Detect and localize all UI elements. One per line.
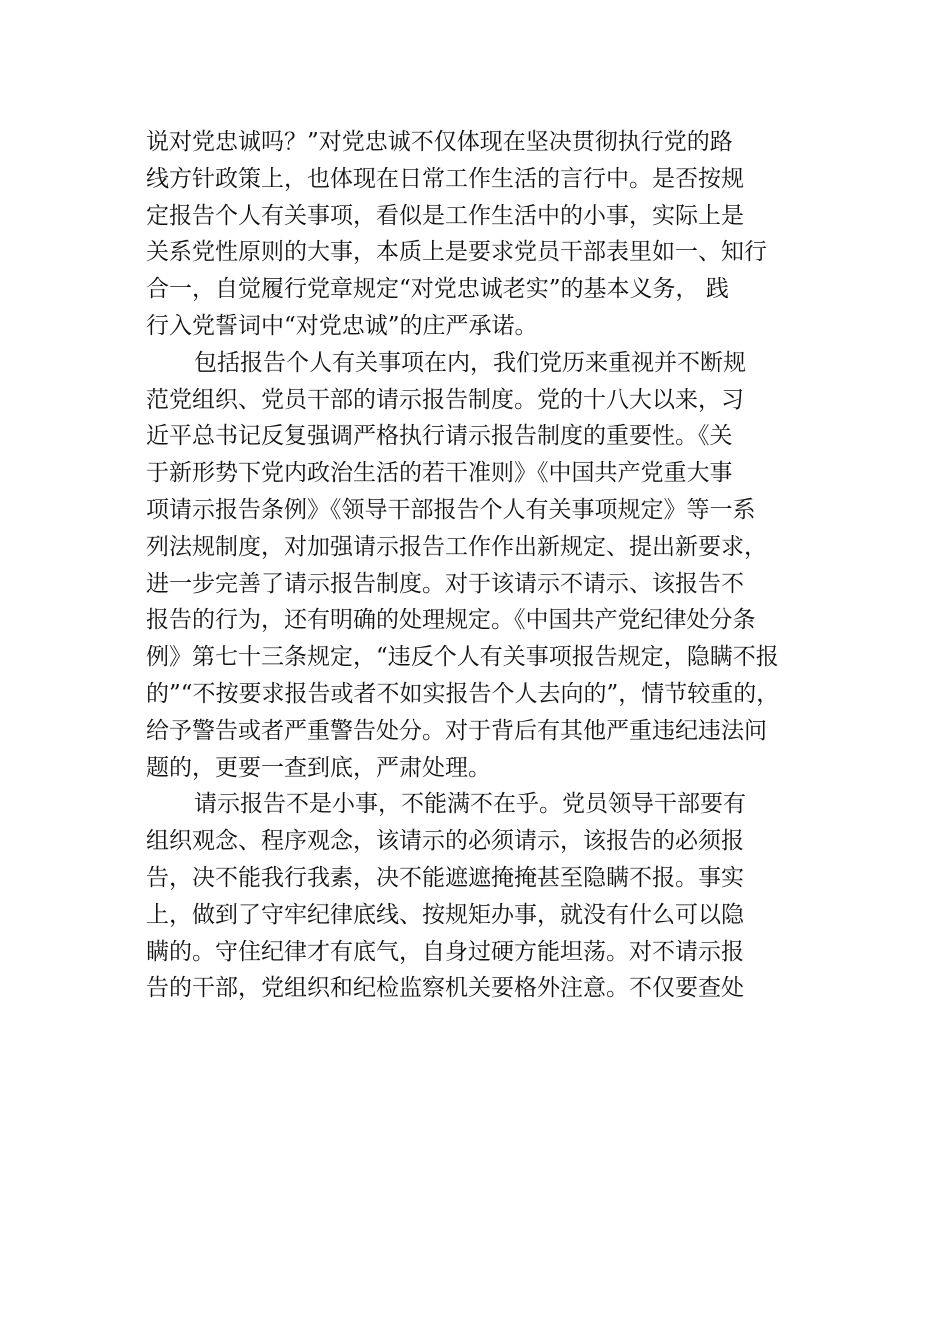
text-line: 告的干部，党组织和纪检监察机关要格外注意。不仅要查处	[146, 975, 744, 1002]
text-line: 关系党性原则的大事，本质上是要求党员干部表里如一、知行	[146, 239, 767, 266]
text-line: 项请示报告条例》《领导干部报告个人有关事项规定》等一系	[146, 496, 756, 523]
text-line: 定报告个人有关事项，看似是工作生活中的小事，实际上是	[146, 202, 744, 229]
text-line: 于新形势下党内政治生活的若干准则》《中国共产党重大事	[146, 460, 733, 487]
text-line: 范党组织、党员干部的请示报告制度。党的十八大以来，习	[146, 386, 744, 413]
paragraph-2	[146, 345, 818, 787]
paragraph-1	[146, 124, 818, 345]
text-line: 例》第七十三条规定，“违反个人有关事项报告规定，隐瞒不报	[146, 644, 779, 671]
text-line: 瞒的。守住纪律才有底气，自身过硬方能坦荡。对不请示报	[146, 938, 744, 965]
text-line: 上，做到了守牢纪律底线、按规矩办事，就没有什么可以隐	[146, 901, 744, 928]
text-line: 包括报告个人有关事项在内，我们党历来重视并不断规	[194, 349, 746, 376]
text-line: 组织观念、程序观念，该请示的必须请示，该报告的必须报	[146, 828, 744, 855]
document-body	[146, 124, 818, 1007]
text-line: 请示报告不是小事，不能满不在乎。党员领导干部要有	[194, 791, 746, 818]
text-line: 给予警告或者严重警告处分。对于背后有其他严重违纪违法问	[146, 717, 767, 744]
text-line: 的”“不按要求报告或者不如实报告个人去向的”，情节较重的，	[146, 680, 780, 707]
text-line: 告，决不能我行我素，决不能遮遮掩掩甚至隐瞒不报。事实	[146, 864, 744, 891]
text-line: 列法规制度，对加强请示报告工作作出新规定、提出新要求，	[146, 533, 767, 560]
text-line: 合一，自觉履行党章规定“对党忠诚老实”的基本义务， 践	[146, 276, 729, 303]
paragraph-3	[146, 786, 818, 1007]
text-line: 近平总书记反复强调严格执行请示报告制度的重要性。《关	[146, 423, 733, 450]
text-line: 线方针政策上，也体现在日常工作生活的言行中。是否按规	[146, 165, 744, 192]
text-line: 说对党忠诚吗？”对党忠诚不仅体现在坚决贯彻执行党的路	[146, 129, 733, 155]
text-line: 进一步完善了请示报告制度。对于该请示不请示、该报告不	[146, 570, 744, 597]
text-line: 报告的行为，还有明确的处理规定。《中国共产党纪律处分条	[146, 607, 756, 634]
text-line: 题的，更要一查到底，严肃处理。	[146, 754, 491, 781]
text-line: 行入党誓词中“对党忠诚”的庄严承诺。	[146, 312, 538, 339]
